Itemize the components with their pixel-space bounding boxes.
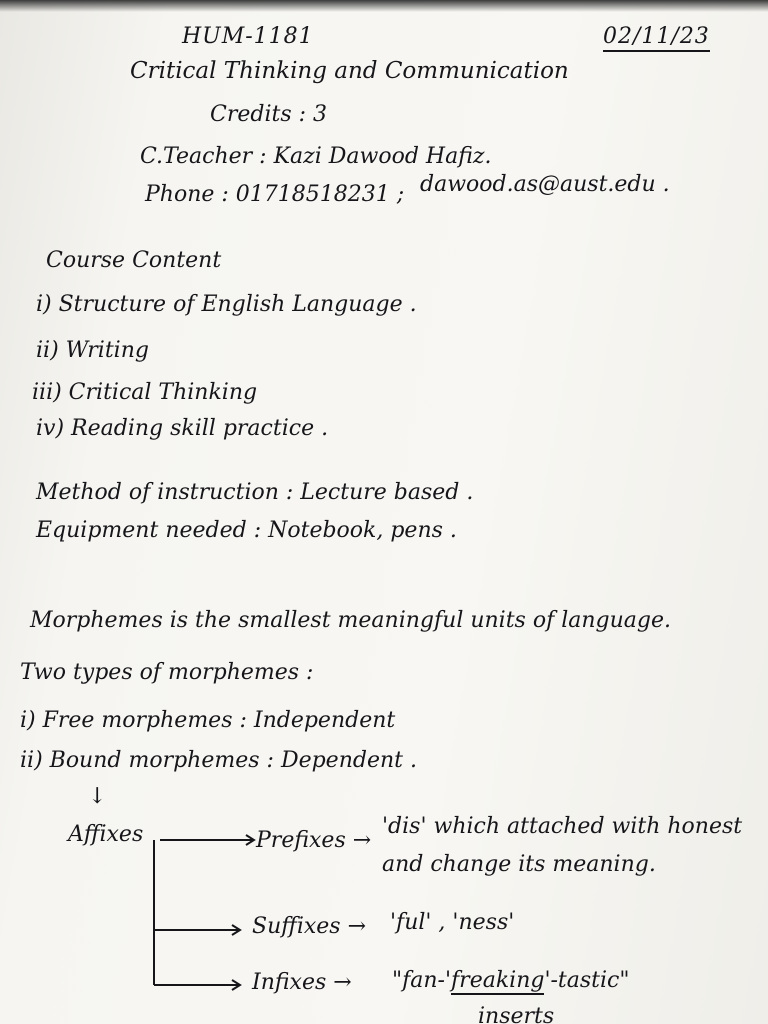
suffixes-label: Suffixes → bbox=[252, 914, 367, 939]
course-title: Critical Thinking and Communication bbox=[130, 58, 569, 84]
infixes-example-start: "fan-' bbox=[392, 968, 452, 993]
prefixes-example-line1: 'dis' which attached with honest bbox=[382, 814, 743, 839]
content-item-2: ii) Writing bbox=[36, 338, 149, 363]
course-code: HUM-1181 bbox=[182, 24, 314, 49]
infixes-example-end: '-tastic" bbox=[544, 968, 630, 993]
content-item-3: iii) Critical Thinking bbox=[32, 380, 258, 405]
down-arrow: ↓ bbox=[88, 784, 107, 809]
content-item-1: i) Structure of English Language . bbox=[36, 292, 417, 317]
infixes-label: Infixes → bbox=[252, 970, 352, 995]
morpheme-types-heading: Two types of morphemes : bbox=[20, 660, 314, 685]
teacher: C.Teacher : Kazi Dawood Hafiz. bbox=[140, 144, 492, 169]
morphemes-definition: Morphemes is the smallest meaningful units of language. bbox=[30, 608, 672, 633]
affixes-label: Affixes bbox=[68, 822, 144, 847]
equipment-needed: Equipment needed : Notebook, pens . bbox=[36, 518, 457, 543]
content-item-4: iv) Reading skill practice . bbox=[36, 416, 329, 441]
email: dawood.as@aust.edu . bbox=[420, 172, 670, 197]
infixes-cut-text: inserts bbox=[478, 1004, 555, 1024]
infixes-example-infix: freaking bbox=[451, 968, 545, 993]
prefixes-label: Prefixes → bbox=[256, 828, 372, 853]
method-of-instruction: Method of instruction : Lecture based . bbox=[36, 480, 474, 505]
suffixes-example: 'ful' , 'ness' bbox=[390, 910, 515, 935]
phone: Phone : 01718518231 ; bbox=[145, 182, 405, 207]
prefixes-example-line2: and change its meaning. bbox=[382, 852, 656, 877]
infixes-example bbox=[392, 968, 630, 993]
course-content-heading: Course Content bbox=[46, 248, 222, 273]
free-morphemes: i) Free morphemes : Independent bbox=[20, 708, 396, 733]
credits: Credits : 3 bbox=[210, 102, 328, 127]
date: 02/11/23 bbox=[603, 24, 710, 52]
bound-morphemes: ii) Bound morphemes : Dependent . bbox=[20, 748, 417, 773]
